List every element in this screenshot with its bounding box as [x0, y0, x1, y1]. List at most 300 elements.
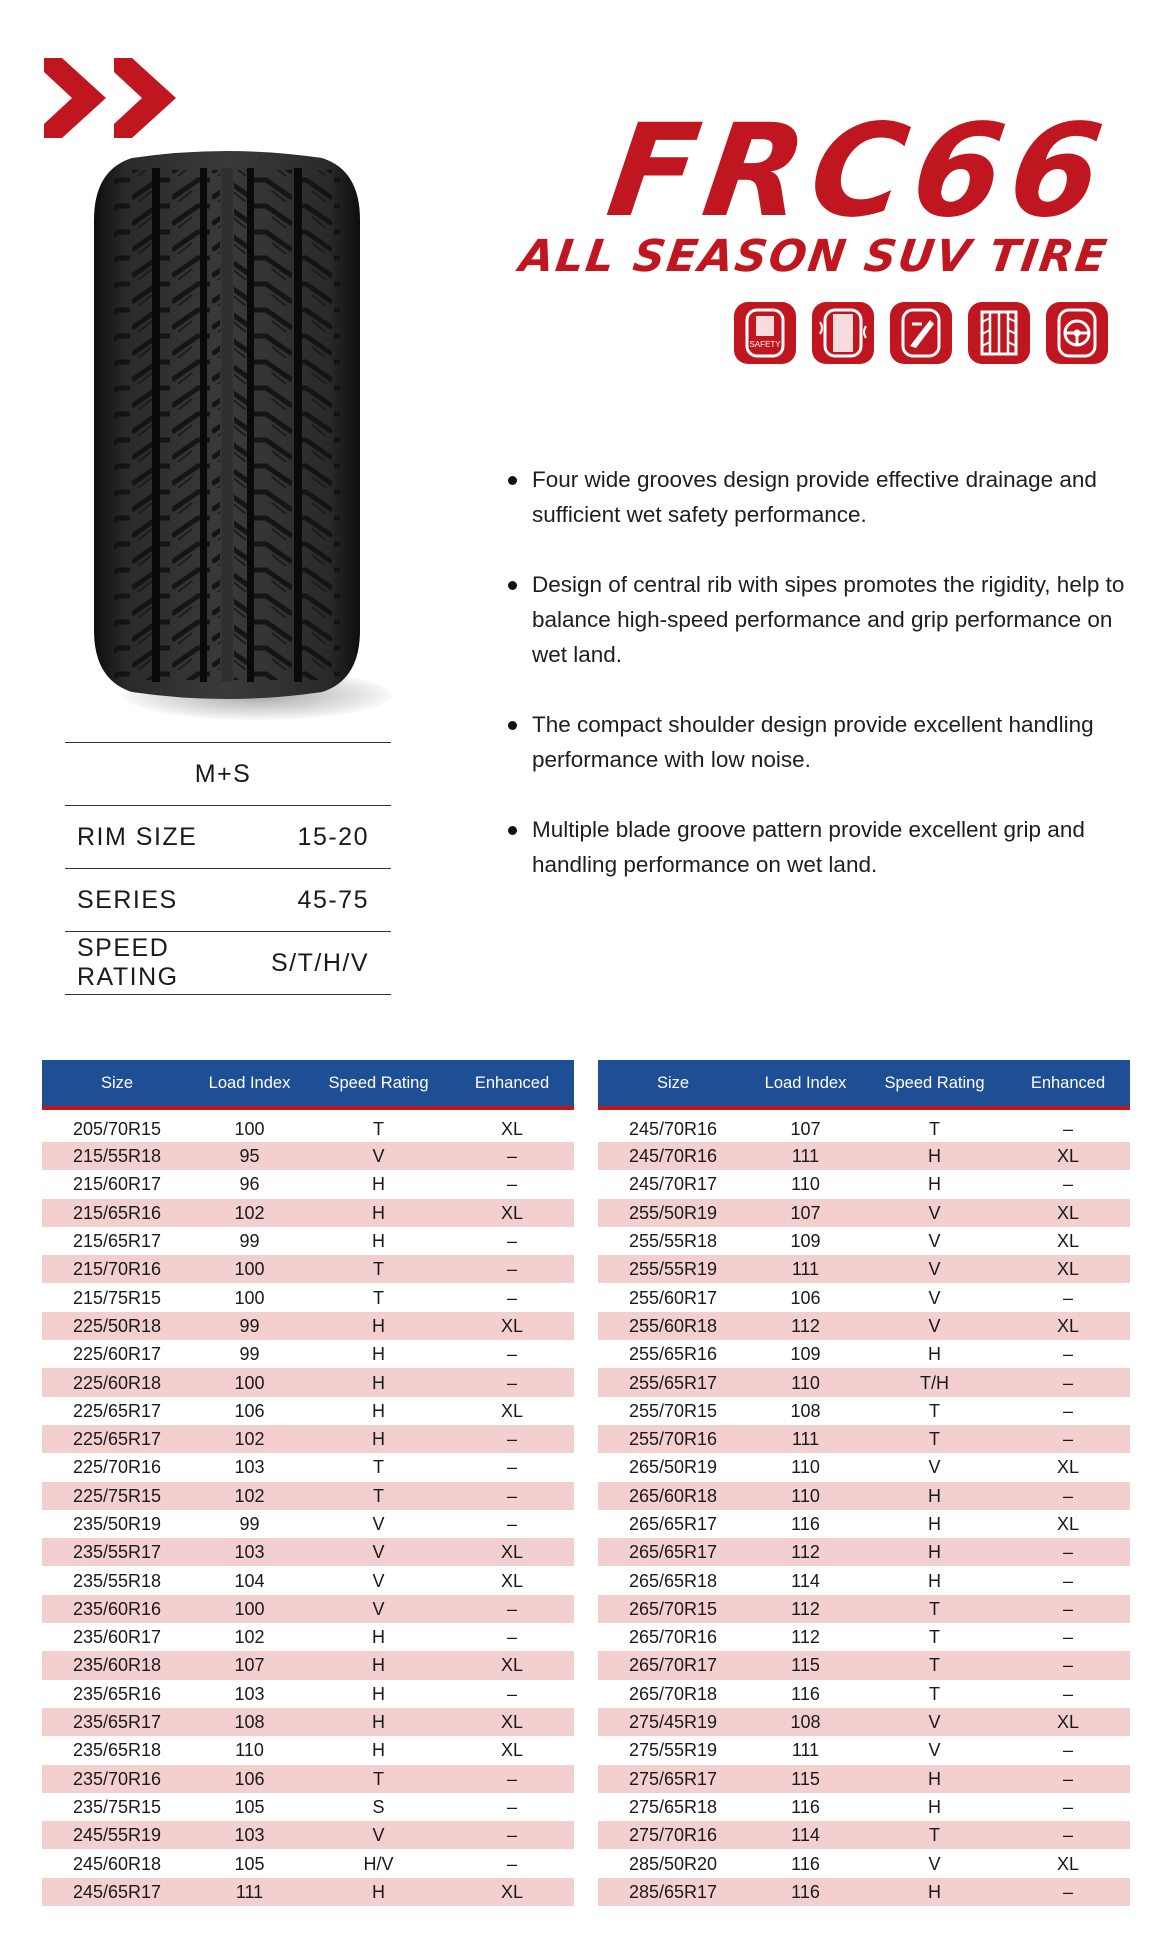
cell-load-index: 110 — [791, 1457, 820, 1478]
cell-load-index: 112 — [748, 1538, 863, 1566]
cell-size: 225/75R15 — [42, 1482, 192, 1510]
cell-size: 255/70R16 — [598, 1425, 748, 1453]
cell-size: 215/60R17 — [72, 1174, 162, 1195]
cell-speed-rating: H — [372, 1740, 385, 1761]
cell-size: 265/70R16 — [628, 1627, 718, 1648]
cell-speed-rating: T — [929, 1119, 940, 1139]
table-body-right — [598, 1108, 1130, 1906]
cell-enhanced: – — [1006, 1821, 1130, 1849]
cell-speed-rating: T — [863, 1821, 1006, 1849]
cell-enhanced: – — [1062, 1119, 1073, 1139]
header-load-index: Load Index — [748, 1060, 863, 1108]
cell-enhanced: – — [450, 1821, 574, 1849]
tire-tagline: ALL SEASON SUV TIRE — [516, 231, 1112, 282]
cell-load-index: 108 — [192, 1708, 307, 1736]
cell-size: 285/65R17 — [598, 1878, 748, 1906]
cell-enhanced: XL — [1056, 1457, 1080, 1478]
cell-load-index: 114 — [791, 1570, 820, 1591]
table-row — [598, 1765, 1130, 1793]
cell-load-index: 106 — [192, 1765, 307, 1793]
table-row — [42, 1170, 574, 1198]
cell-load-index: 115 — [748, 1765, 863, 1793]
table-row — [598, 1538, 1130, 1566]
cell-enhanced: – — [450, 1595, 574, 1623]
cell-enhanced: XL — [450, 1312, 574, 1340]
cell-speed-rating: V — [928, 1231, 941, 1252]
cell-speed-rating: H — [372, 1683, 385, 1704]
header-speed-rating: Speed Rating — [307, 1060, 450, 1108]
cell-enhanced: – — [1006, 1482, 1130, 1510]
cell-size: 265/65R17 — [598, 1538, 748, 1566]
cell-speed-rating: S — [372, 1796, 385, 1817]
cell-size: 255/60R18 — [598, 1312, 748, 1340]
cell-enhanced: – — [1062, 1400, 1073, 1421]
feature-item: The compact shoulder design provide excellent handling performance with low noise. — [504, 707, 1144, 777]
table-row — [42, 1255, 574, 1283]
cell-load-index: 116 — [791, 1514, 820, 1534]
cell-speed-rating: V — [307, 1538, 450, 1566]
cell-speed-rating: V — [307, 1142, 450, 1170]
cell-size: 245/70R16 — [628, 1119, 718, 1139]
cell-enhanced: – — [450, 1142, 574, 1170]
cell-load-index: 107 — [192, 1651, 307, 1679]
feature-item: Design of central rib with sipes promotes the rigidity, help to balance high-speed performance and grip performance on wet land. — [504, 567, 1144, 672]
cell-size: 235/55R17 — [42, 1538, 192, 1566]
cell-enhanced: – — [450, 1765, 574, 1793]
cell-load-index: 104 — [234, 1570, 265, 1591]
table-row — [42, 1821, 574, 1849]
cell-size: 245/70R16 — [598, 1142, 748, 1170]
cell-size: 285/50R20 — [628, 1853, 718, 1874]
cell-enhanced: XL — [450, 1199, 574, 1227]
cell-enhanced: – — [1062, 1740, 1073, 1761]
table-row — [42, 1793, 574, 1821]
cell-speed-rating: H — [928, 1570, 941, 1591]
cell-speed-rating: H — [307, 1425, 450, 1453]
cell-load-index: 103 — [234, 1457, 265, 1478]
table-row — [42, 1878, 574, 1906]
cell-enhanced: XL — [1056, 1231, 1080, 1252]
spec-marking-row — [65, 743, 391, 806]
cell-enhanced: – — [506, 1627, 517, 1648]
cell-enhanced: XL — [500, 1570, 524, 1591]
cell-load-index: 116 — [791, 1796, 820, 1817]
cell-enhanced: – — [450, 1368, 574, 1396]
cell-load-index: 110 — [748, 1482, 863, 1510]
cell-enhanced: – — [506, 1796, 517, 1817]
cell-enhanced: XL — [450, 1651, 574, 1679]
cell-size: 255/60R17 — [628, 1287, 718, 1308]
table-row — [42, 1595, 574, 1623]
cell-load-index: 116 — [791, 1853, 820, 1874]
table-row — [598, 1142, 1130, 1170]
cell-speed-rating: V — [372, 1570, 385, 1591]
cell-load-index: 107 — [748, 1199, 863, 1227]
cell-speed-rating: H — [928, 1174, 941, 1195]
cell-size: 255/55R19 — [598, 1255, 748, 1283]
cell-enhanced: – — [1006, 1538, 1130, 1566]
cell-load-index: 106 — [790, 1287, 821, 1308]
cell-enhanced: – — [506, 1683, 517, 1704]
spec-row-series — [65, 869, 391, 932]
table-row — [598, 1623, 1130, 1651]
cell-enhanced: – — [506, 1514, 517, 1534]
steering-wheel-icon — [1046, 302, 1108, 364]
header-size: Size — [42, 1060, 192, 1108]
badge-safety-label: SAFETY — [749, 340, 781, 349]
table-header-row — [42, 1060, 574, 1108]
cell-load-index: 108 — [790, 1400, 821, 1421]
cell-size: 275/55R19 — [628, 1740, 718, 1761]
table-row — [598, 1283, 1130, 1311]
spec-row-speed-rating — [65, 932, 391, 995]
table-row — [598, 1821, 1130, 1849]
cell-speed-rating: V — [928, 1457, 941, 1478]
cell-speed-rating: V — [863, 1255, 1006, 1283]
header-load-index: Load Index — [192, 1060, 307, 1108]
cell-enhanced: – — [1006, 1651, 1130, 1679]
size-table-left — [42, 1060, 574, 1906]
cell-size: 225/65R17 — [72, 1400, 162, 1421]
feature-list — [504, 462, 1144, 917]
cell-speed-rating: H — [307, 1368, 450, 1396]
header-enhanced: Enhanced — [1006, 1060, 1130, 1108]
table-row — [598, 1425, 1130, 1453]
header-size: Size — [598, 1060, 748, 1108]
cell-enhanced: XL — [450, 1538, 574, 1566]
table-row — [42, 1312, 574, 1340]
cell-load-index: 102 — [234, 1627, 265, 1648]
table-row — [42, 1736, 574, 1764]
cell-load-index: 109 — [790, 1344, 821, 1365]
cell-size: 245/70R17 — [628, 1174, 718, 1195]
cell-size: 235/60R17 — [72, 1627, 162, 1648]
spec-label: SPEED RATING — [77, 934, 179, 991]
cell-enhanced: – — [1006, 1765, 1130, 1793]
cell-load-index: 116 — [791, 1683, 820, 1704]
table-row — [598, 1340, 1130, 1368]
cell-enhanced: XL — [500, 1119, 524, 1139]
table-row — [42, 1510, 574, 1538]
cell-speed-rating: H — [863, 1482, 1006, 1510]
table-row — [598, 1397, 1130, 1425]
cell-enhanced: XL — [450, 1708, 574, 1736]
table-row — [598, 1793, 1130, 1821]
cell-speed-rating: H — [307, 1651, 450, 1679]
cell-size: 265/65R17 — [628, 1514, 718, 1534]
table-row — [42, 1765, 574, 1793]
cell-speed-rating: H — [307, 1199, 450, 1227]
cell-enhanced: XL — [1006, 1312, 1130, 1340]
cell-load-index: 110 — [235, 1740, 264, 1761]
cell-size: 215/75R15 — [72, 1287, 162, 1308]
cell-speed-rating: H — [928, 1796, 941, 1817]
cell-speed-rating: T — [863, 1595, 1006, 1623]
cell-size: 235/75R15 — [72, 1796, 162, 1817]
table-row — [598, 1255, 1130, 1283]
cell-speed-rating: V — [928, 1287, 941, 1308]
cell-size: 245/60R18 — [72, 1853, 162, 1874]
spec-marking: M+S — [194, 759, 252, 788]
cell-size: 235/65R17 — [42, 1708, 192, 1736]
table-row — [42, 1538, 574, 1566]
cell-load-index: 107 — [790, 1119, 821, 1139]
safety-shield-icon — [734, 302, 796, 364]
table-row — [42, 1623, 574, 1651]
cell-enhanced: – — [450, 1482, 574, 1510]
table-row — [42, 1368, 574, 1396]
cell-speed-rating: H — [372, 1174, 385, 1195]
cell-load-index: 102 — [192, 1425, 307, 1453]
cell-speed-rating: H/V — [363, 1853, 394, 1874]
tread-pattern-icon — [968, 302, 1030, 364]
cell-enhanced: – — [1006, 1425, 1130, 1453]
wet-grip-icon — [812, 302, 874, 364]
cell-speed-rating: T — [373, 1457, 384, 1478]
spec-label: RIM SIZE — [77, 822, 198, 851]
table-row — [42, 1142, 574, 1170]
table-row — [598, 1708, 1130, 1736]
handling-icon — [890, 302, 952, 364]
double-chevron-icon — [44, 58, 180, 138]
table-row — [42, 1566, 574, 1594]
cell-size: 245/65R17 — [42, 1878, 192, 1906]
table-row — [42, 1680, 574, 1708]
cell-speed-rating: H — [372, 1231, 385, 1252]
cell-load-index: 99 — [239, 1231, 260, 1252]
cell-speed-rating: H — [863, 1765, 1006, 1793]
cell-size: 245/55R19 — [42, 1821, 192, 1849]
cell-size: 225/65R17 — [42, 1425, 192, 1453]
cell-speed-rating: H — [307, 1708, 450, 1736]
feature-item: Four wide grooves design provide effective drainage and sufficient wet safety performance. — [504, 462, 1144, 532]
table-row — [42, 1482, 574, 1510]
cell-load-index: 95 — [192, 1142, 307, 1170]
table-row — [598, 1510, 1130, 1538]
cell-load-index: 108 — [748, 1708, 863, 1736]
cell-load-index: 110 — [791, 1174, 820, 1195]
cell-size: 225/50R18 — [42, 1312, 192, 1340]
cell-speed-rating: H — [863, 1142, 1006, 1170]
table-row — [42, 1108, 574, 1142]
cell-speed-rating: V — [928, 1853, 941, 1874]
cell-speed-rating: V — [928, 1740, 941, 1761]
cell-load-index: 111 — [748, 1255, 863, 1283]
cell-speed-rating: T — [929, 1627, 940, 1648]
cell-size: 225/60R17 — [72, 1344, 162, 1365]
cell-enhanced: – — [1062, 1344, 1073, 1365]
cell-size: 255/65R16 — [628, 1344, 718, 1365]
cell-enhanced: XL — [500, 1740, 524, 1761]
table-row — [598, 1170, 1130, 1198]
cell-load-index: 100 — [234, 1119, 265, 1139]
table-row — [598, 1312, 1130, 1340]
table-row — [42, 1651, 574, 1679]
cell-enhanced: – — [1006, 1878, 1130, 1906]
cell-enhanced: XL — [1006, 1199, 1130, 1227]
table-row — [598, 1878, 1130, 1906]
cell-speed-rating: H — [307, 1312, 450, 1340]
cell-enhanced: – — [506, 1287, 517, 1308]
table-row — [42, 1340, 574, 1368]
cell-size: 265/70R18 — [628, 1683, 718, 1704]
table-row — [42, 1708, 574, 1736]
header-enhanced: Enhanced — [450, 1060, 574, 1108]
size-table-right — [598, 1060, 1130, 1906]
table-row — [42, 1453, 574, 1481]
cell-load-index: 100 — [192, 1595, 307, 1623]
cell-size: 255/55R18 — [628, 1231, 718, 1252]
cell-load-index: 111 — [748, 1142, 863, 1170]
cell-speed-rating: H — [863, 1878, 1006, 1906]
cell-size: 275/65R17 — [598, 1765, 748, 1793]
cell-speed-rating: V — [372, 1514, 385, 1534]
cell-size: 215/70R16 — [42, 1255, 192, 1283]
cell-speed-rating: T — [929, 1683, 940, 1704]
table-row — [598, 1680, 1130, 1708]
table-row — [42, 1849, 574, 1877]
table-row — [598, 1108, 1130, 1142]
feature-badges — [734, 302, 1108, 364]
cell-speed-rating: T — [373, 1287, 384, 1308]
cell-load-index: 112 — [748, 1595, 863, 1623]
cell-enhanced: – — [1062, 1796, 1073, 1817]
cell-size: 235/60R18 — [42, 1651, 192, 1679]
cell-enhanced: – — [506, 1344, 517, 1365]
cell-size: 225/70R16 — [72, 1457, 162, 1478]
cell-load-index: 100 — [192, 1255, 307, 1283]
table-row — [598, 1566, 1130, 1594]
cell-speed-rating: H — [307, 1878, 450, 1906]
cell-load-index: 96 — [239, 1174, 260, 1195]
cell-enhanced: XL — [1006, 1142, 1130, 1170]
cell-load-index: 99 — [239, 1344, 260, 1365]
table-row — [598, 1227, 1130, 1255]
cell-enhanced: – — [1062, 1287, 1073, 1308]
cell-enhanced: XL — [1006, 1255, 1130, 1283]
header-speed-rating: Speed Rating — [863, 1060, 1006, 1108]
cell-enhanced: – — [506, 1853, 517, 1874]
table-row — [42, 1397, 574, 1425]
cell-size: 235/65R16 — [72, 1683, 162, 1704]
cell-load-index: 115 — [748, 1651, 863, 1679]
cell-load-index: 112 — [748, 1312, 863, 1340]
cell-size: 265/70R17 — [598, 1651, 748, 1679]
table-row — [598, 1736, 1130, 1764]
cell-size: 255/70R15 — [628, 1400, 718, 1421]
cell-speed-rating: V — [307, 1821, 450, 1849]
table-header-row — [598, 1060, 1130, 1108]
cell-size: 275/65R18 — [628, 1796, 718, 1817]
cell-speed-rating: H — [372, 1344, 385, 1365]
cell-speed-rating: T — [929, 1400, 940, 1421]
cell-load-index: 112 — [791, 1627, 820, 1648]
cell-speed-rating: V — [863, 1708, 1006, 1736]
cell-load-index: 111 — [791, 1740, 820, 1761]
cell-speed-rating: T — [863, 1651, 1006, 1679]
cell-speed-rating: T — [863, 1425, 1006, 1453]
cell-speed-rating: T — [373, 1119, 384, 1139]
cell-enhanced: XL — [450, 1878, 574, 1906]
cell-enhanced: – — [506, 1457, 517, 1478]
table-row — [42, 1425, 574, 1453]
cell-enhanced: – — [506, 1231, 517, 1252]
cell-size: 235/50R19 — [72, 1514, 162, 1534]
table-row — [598, 1199, 1130, 1227]
cell-enhanced: XL — [500, 1400, 524, 1421]
cell-speed-rating: T/H — [863, 1368, 1006, 1396]
cell-enhanced: – — [1006, 1595, 1130, 1623]
cell-load-index: 103 — [192, 1821, 307, 1849]
table-row — [598, 1482, 1130, 1510]
cell-size: 255/65R17 — [598, 1368, 748, 1396]
table-row — [598, 1453, 1130, 1481]
cell-enhanced: XL — [1056, 1853, 1080, 1874]
cell-size: 235/55R18 — [72, 1570, 162, 1591]
spec-value: S/T/H/V — [270, 948, 369, 977]
cell-size: 265/60R18 — [598, 1482, 748, 1510]
cell-size: 225/60R18 — [42, 1368, 192, 1396]
cell-enhanced: – — [1062, 1174, 1073, 1195]
cell-size: 275/70R16 — [598, 1821, 748, 1849]
cell-speed-rating: V — [863, 1312, 1006, 1340]
cell-load-index: 106 — [234, 1400, 265, 1421]
cell-size: 265/50R19 — [628, 1457, 718, 1478]
cell-size: 265/65R18 — [628, 1570, 718, 1591]
table-row — [42, 1227, 574, 1255]
spec-row-rim-size — [65, 806, 391, 869]
table-body-left — [42, 1108, 574, 1906]
cell-load-index: 110 — [748, 1368, 863, 1396]
cell-speed-rating: V — [863, 1199, 1006, 1227]
spec-label: SERIES — [77, 885, 178, 914]
cell-size: 235/60R16 — [42, 1595, 192, 1623]
table-row — [42, 1283, 574, 1311]
cell-enhanced: – — [506, 1174, 517, 1195]
spec-value: 15-20 — [297, 822, 369, 851]
cell-enhanced: – — [1062, 1627, 1073, 1648]
cell-load-index: 100 — [192, 1368, 307, 1396]
cell-size: 215/65R16 — [42, 1199, 192, 1227]
cell-load-index: 102 — [192, 1199, 307, 1227]
cell-enhanced: – — [450, 1425, 574, 1453]
cell-load-index: 102 — [192, 1482, 307, 1510]
table-row — [598, 1368, 1130, 1396]
cell-load-index: 109 — [790, 1231, 821, 1252]
table-row — [598, 1595, 1130, 1623]
spec-table — [65, 742, 391, 995]
cell-load-index: 99 — [239, 1514, 260, 1534]
cell-load-index: 105 — [234, 1853, 265, 1874]
tire-image — [92, 150, 362, 720]
cell-size: 215/65R17 — [72, 1231, 162, 1252]
cell-load-index: 99 — [192, 1312, 307, 1340]
table-row — [598, 1849, 1130, 1877]
cell-speed-rating: H — [928, 1344, 941, 1365]
cell-enhanced: XL — [1006, 1708, 1130, 1736]
cell-load-index: 111 — [192, 1878, 307, 1906]
feature-item: Multiple blade groove pattern provide excellent grip and handling performance on wet land. — [504, 812, 1144, 882]
cell-speed-rating: T — [307, 1255, 450, 1283]
cell-speed-rating: H — [372, 1627, 385, 1648]
cell-enhanced: – — [1062, 1570, 1073, 1591]
cell-speed-rating: T — [307, 1765, 450, 1793]
cell-size: 205/70R15 — [72, 1119, 162, 1139]
table-row — [42, 1199, 574, 1227]
cell-load-index: 100 — [234, 1287, 265, 1308]
cell-speed-rating: H — [372, 1400, 385, 1421]
cell-speed-rating: H — [863, 1538, 1006, 1566]
